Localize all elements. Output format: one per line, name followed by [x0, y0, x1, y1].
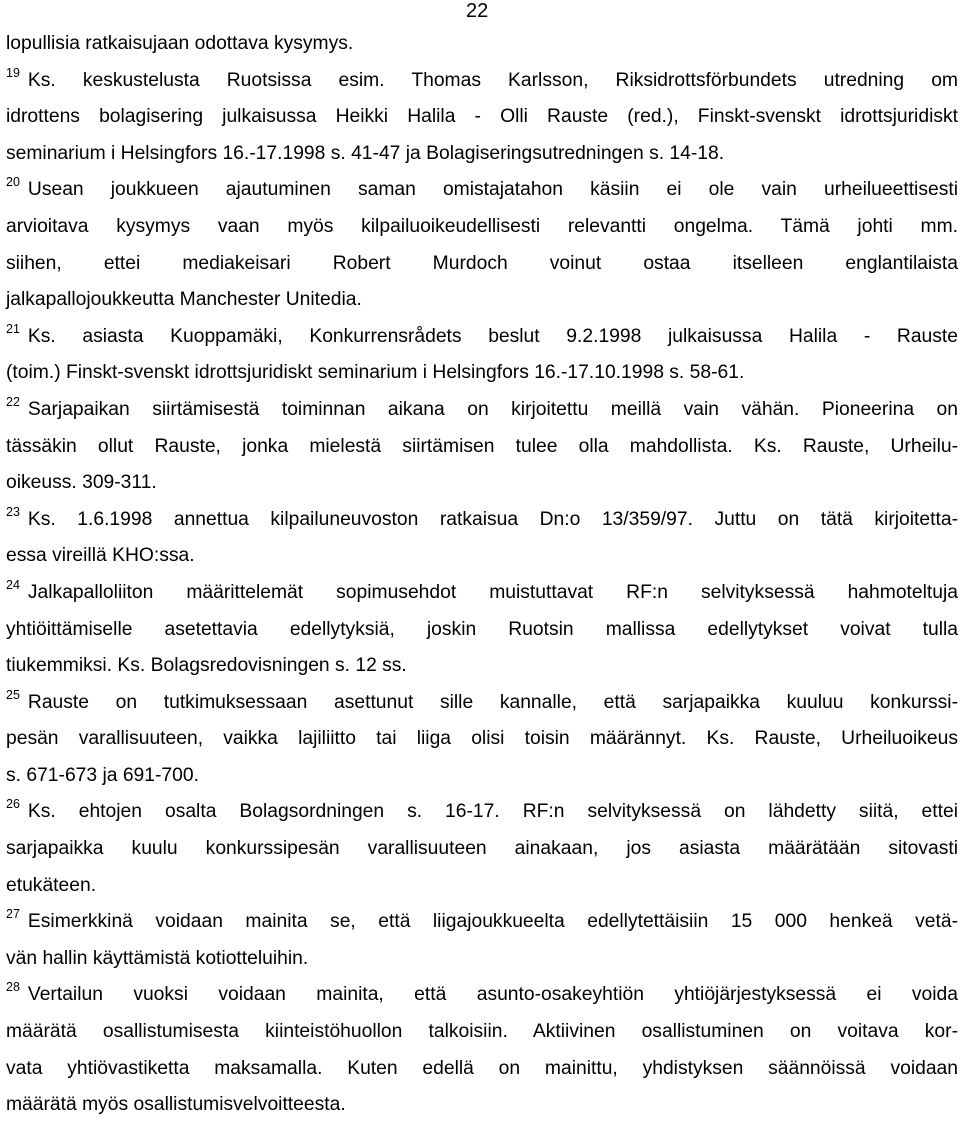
line-text: vata yhtiövastiketta maksamalla. Kuten edellä on mainittu, yhdistyksen säännöissä voidaan [6, 1057, 958, 1079]
line-text: essa vireillä KHO:ssa. [6, 545, 195, 567]
line-text: seminarium i Helsingfors 16.-17.1998 s. 41-47 ja Bolagiseringsutredningen s. 14-18. [6, 142, 725, 164]
line-text: s. 671-673 ja 691-700. [6, 764, 199, 786]
text-line [6, 246, 958, 283]
line-text: Esimerkkinä voidaan mainita se, että liigajoukkueelta edellytettäisiin 15 000 henkeä vetä- [27, 911, 958, 933]
line-text: Jalkapalloliiton määrittelemät sopimusehdot muistuttavat RF:n selvityksessä hahmoteltuja [27, 581, 958, 603]
text-line [6, 1014, 958, 1051]
text-line [6, 26, 958, 63]
line-text: lopullisia ratkaisujaan odottava kysymys. [6, 33, 354, 54]
text-line [6, 612, 958, 649]
text-line [6, 721, 958, 758]
text-line [6, 99, 958, 136]
text-line [6, 136, 958, 173]
line-text: idrottens bolagisering julkaisussa Heikki Halila - Olli Rauste (red.), Finskt-svenskt idrottsjuridiskt [6, 106, 958, 128]
footnote-number: 22 [6, 394, 20, 409]
line-text: Rauste on tutkimuksessaan asettunut sille kannalle, että sarjapaikka kuuluu konkurssi- [27, 691, 958, 713]
text-line [6, 941, 958, 978]
footnote-start-line [6, 977, 958, 1014]
line-text: arvioitava kysymys vaan myös kilpailuoikeudellisesti relevantti ongelma. Tämä johti mm. [6, 215, 958, 237]
footnote-number: 24 [6, 577, 20, 592]
line-text: yhtiöittämiselle asetettavia edellytyksiä, joskin Ruotsin mallissa edellytykset voivat tulla [6, 618, 958, 640]
footnote-number: 27 [6, 907, 20, 922]
page-number: 22 [466, 0, 489, 22]
footnote-start-line [6, 392, 958, 429]
footnote-start-line [6, 63, 958, 100]
line-text: määrätä osallistumisesta kiinteistöhuollon talkoisiin. Aktiivinen osallistuminen on voitava kor- [6, 1021, 958, 1043]
footnote-number: 19 [6, 65, 20, 80]
text-line [6, 1051, 958, 1088]
line-text: Ks. asiasta Kuoppamäki, Konkurrensrådets beslut 9.2.1998 julkaisussa Halila - Rauste [27, 325, 958, 347]
text-line [6, 282, 958, 319]
footnote-start-line [6, 172, 958, 209]
line-text: etukäteen. [6, 874, 97, 896]
line-text: pesän varallisuuteen, vaikka lajiliitto tai liiga olisi toisin määrännyt. Ks. Rauste, Urheiluoikeus [6, 728, 958, 750]
line-text: määrätä myös osallistumisvelvoitteesta. [6, 1094, 346, 1116]
footnote-number: 20 [6, 175, 20, 190]
line-text: Usean joukkueen ajautuminen saman omistajatahon käsiin ei ole vain urheilueettisesti [27, 179, 958, 201]
line-text: sarjapaikka kuulu konkurssipesän varallisuuteen ainakaan, jos asiasta määrätään sitovasti [6, 838, 958, 860]
line-text: Sarjapaikan siirtämisestä toiminnan aikana on kirjoitettu meillä vain vähän. Pioneerina on [27, 398, 958, 420]
footnote-number: 28 [6, 980, 20, 995]
line-text: Vertailun vuoksi voidaan mainita, että asunto-osakeyhtiön yhtiöjärjestyksessä ei voida [27, 984, 958, 1006]
footnote-start-line [6, 685, 958, 722]
footnote-start-line [6, 319, 958, 356]
text-line [6, 648, 958, 685]
text-line [6, 868, 958, 905]
footnote-number: 23 [6, 504, 20, 519]
footnote-start-line [6, 904, 958, 941]
text-line [6, 355, 958, 392]
text-line [6, 831, 958, 868]
footnote-number: 21 [6, 321, 20, 336]
line-text: siihen, ettei mediakeisari Robert Murdoch voinut ostaa itselleen englantilaista [6, 252, 958, 274]
line-text: vän hallin käyttämistä kotiotteluihin. [6, 947, 309, 969]
line-text: oikeuss. 309-311. [6, 472, 157, 494]
line-text: tiukemmiksi. Ks. Bolagsredovisningen s. 12 ss. [6, 655, 407, 677]
text-line [6, 465, 958, 502]
text-line [6, 209, 958, 246]
line-text: Ks. 1.6.1998 annettua kilpailuneuvoston ratkaisua Dn:o 13/359/97. Juttu on tätä kirjoitetta- [27, 508, 958, 530]
line-text: jalkapallojoukkeutta Manchester Unitedia. [6, 289, 362, 311]
footnote-start-line [6, 502, 958, 539]
line-text: tässäkin ollut Rauste, jonka mielestä siirtämisen tulee olla mahdollista. Ks. Rauste, Urheilu- [6, 435, 958, 457]
footnote-number: 25 [6, 687, 20, 702]
footnote-number: 26 [6, 797, 20, 812]
footnotes-text [6, 26, 958, 1124]
footnote-start-line [6, 575, 958, 612]
text-line [6, 429, 958, 466]
line-text: Ks. keskustelusta Ruotsissa esim. Thomas Karlsson, Riksidrottsförbundets utredning om [27, 69, 958, 91]
line-text: (toim.) Finskt-svenskt idrottsjuridiskt seminarium i Helsingfors 16.-17.10.1998 s. 58-61. [6, 362, 745, 384]
text-line [6, 538, 958, 575]
line-text: Ks. ehtojen osalta Bolagsordningen s. 16-17. RF:n selvityksessä on lähdetty siitä, ettei [27, 801, 958, 823]
text-line [6, 758, 958, 795]
footnote-start-line [6, 794, 958, 831]
